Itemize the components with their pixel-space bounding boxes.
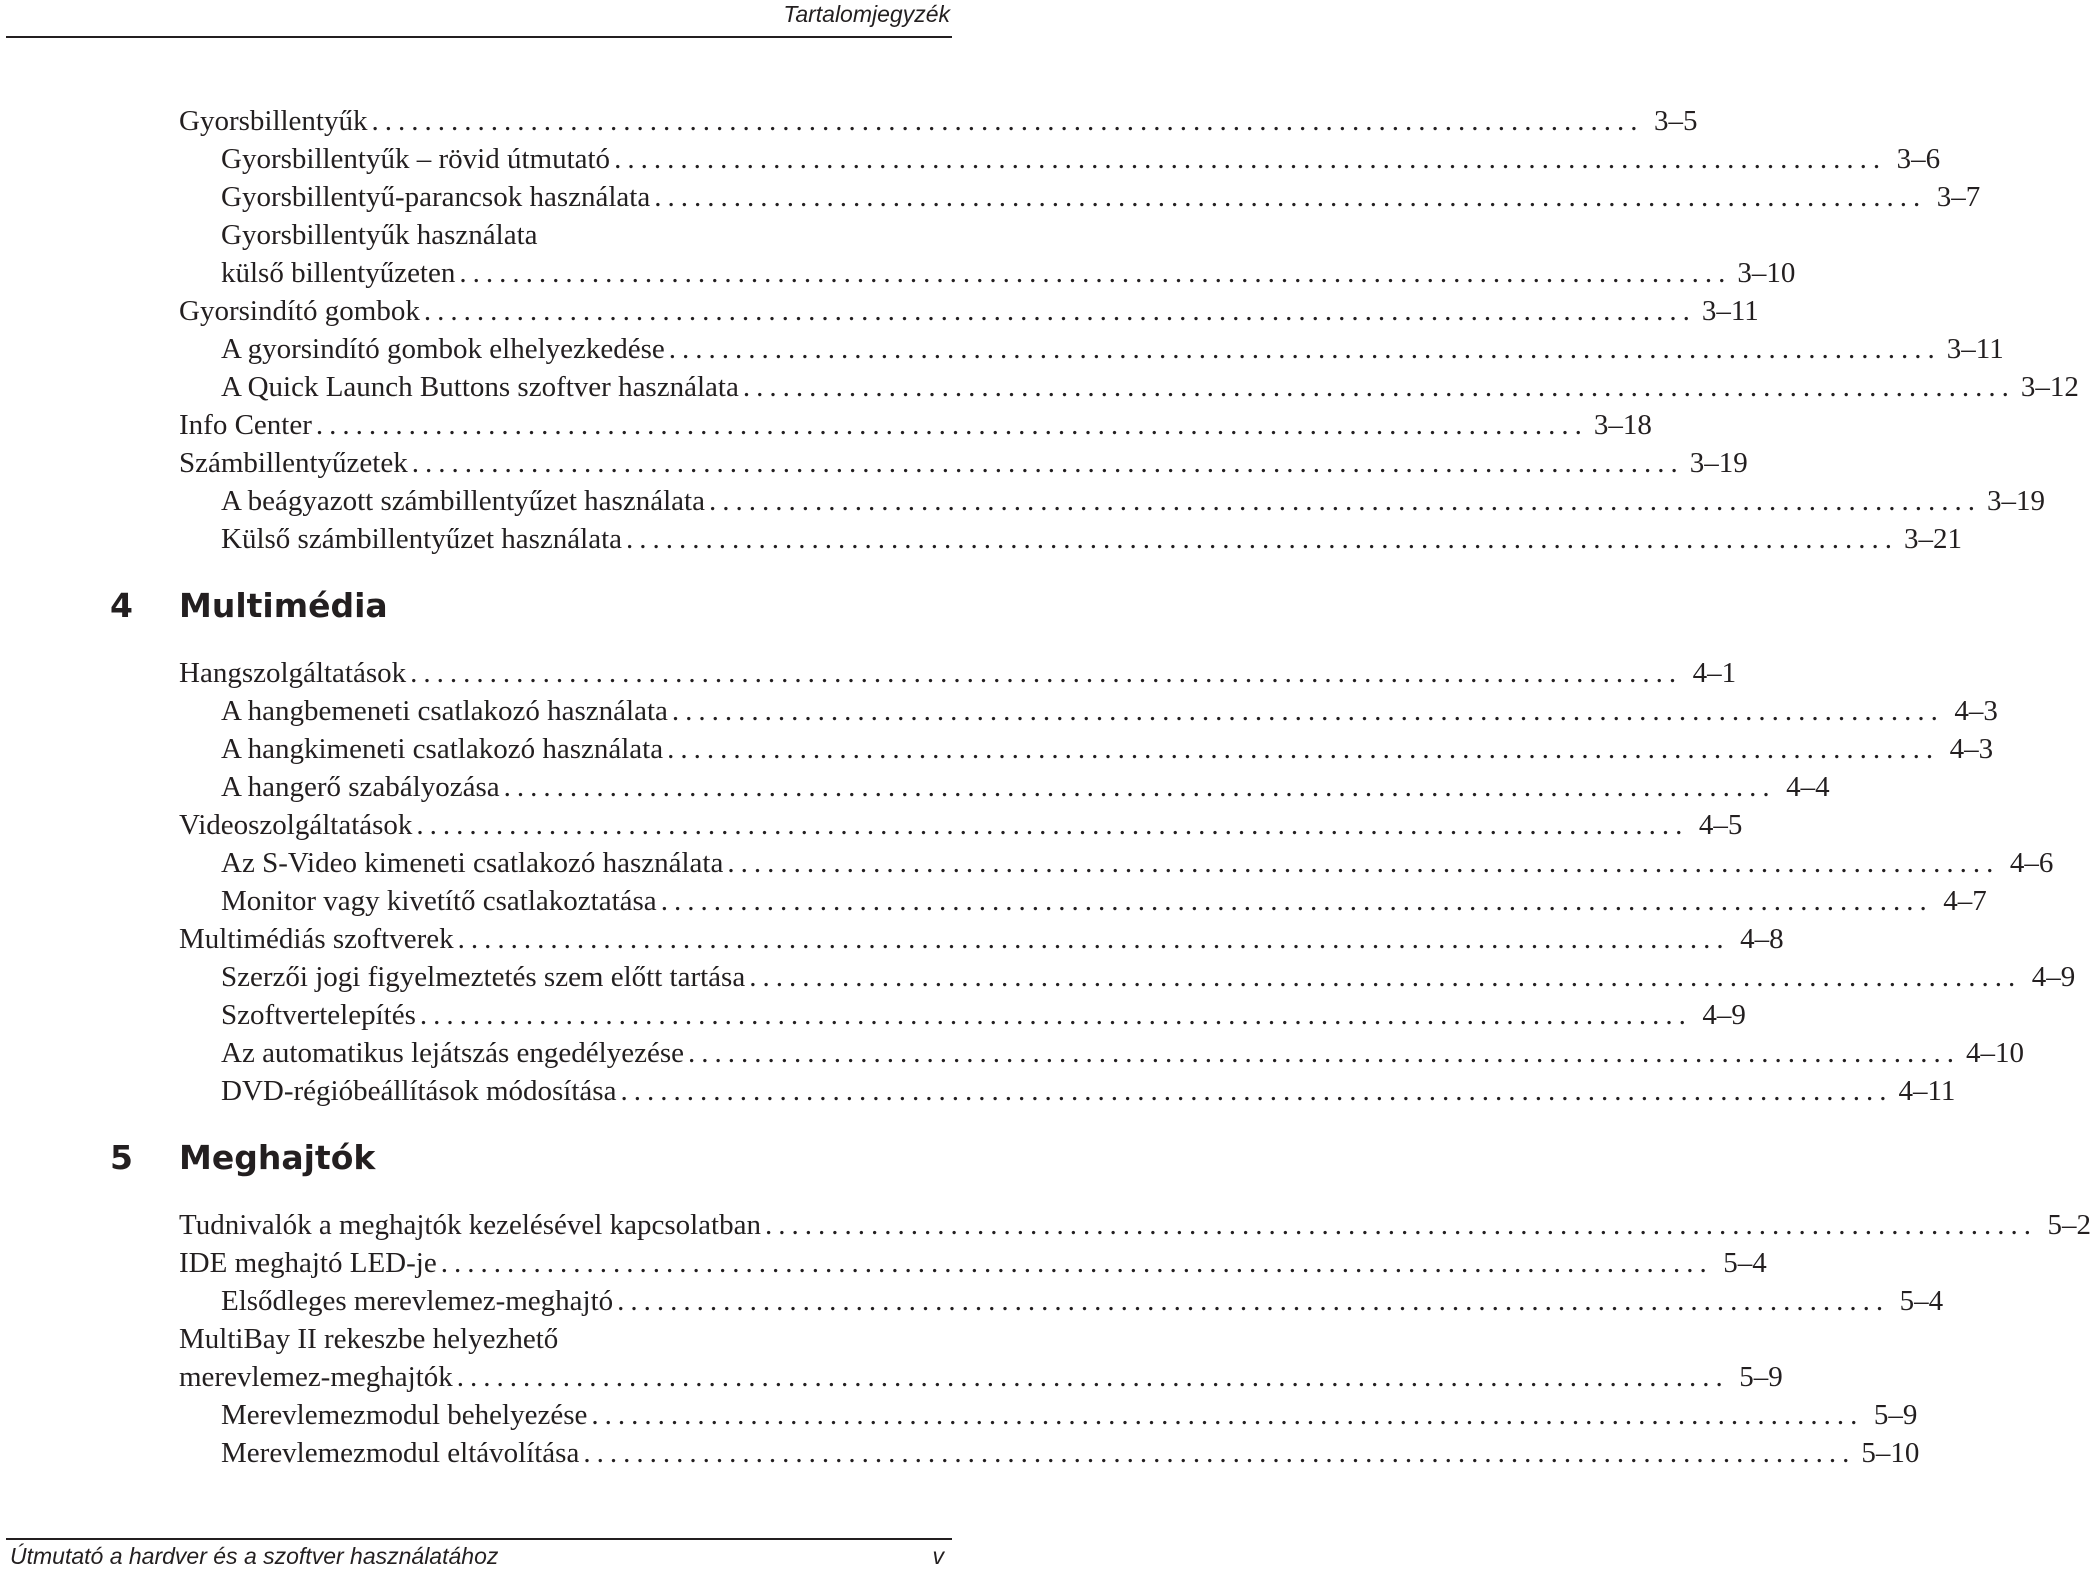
toc-entry[interactable]: MultiBay II rekeszbe helyezhető [179,1323,559,1355]
leader-dots: ................................................................................................ [423,295,1696,327]
page-number: 4–11 [1898,1075,1956,1107]
leader-dots: ................................................................................................ [411,447,1684,479]
toc-section-3 [0,102,2079,558]
page-number: 4–9 [1702,999,1746,1031]
page-number: 3–19 [1986,485,2045,517]
page-number: 3–11 [1701,295,1759,327]
leader-dots: ................................................................................................ [614,143,1887,175]
page-number: 3–19 [1689,447,1748,479]
toc-entry[interactable]: Az automatikus lejátszás engedélyezése ................................................................................................ 4–10 [0,1034,960,1072]
leader-dots: ................................................................................................ [617,1285,1890,1317]
leader-dots: ................................................................................................ [727,847,2000,879]
chapter-heading[interactable] [0,1118,960,1198]
leader-dots: ................................................................................................ [410,657,1683,689]
toc-entry[interactable]: Gyorsbillentyűk – rövid útmutató ................................................................................................ 3–6 [0,140,960,178]
toc-entry[interactable]: Az S-Video kimeneti csatlakozó használata ................................................................................................ 4–6 [0,844,960,882]
toc-entry[interactable]: Merevlemezmodul behelyezése ................................................................................................ 5–9 [0,1396,960,1434]
page-number: 5–9 [1739,1361,1783,1393]
toc-entry[interactable]: IDE meghajtó LED-je ................................................................................................ 5–4 [0,1244,960,1282]
toc-entry[interactable]: Szoftvertelepítés ................................................................................................ 4–9 [0,996,960,1034]
toc-entry[interactable]: A hangerő szabályozása ................................................................................................ 4–4 [0,768,960,806]
page-number: 3–21 [1904,523,1963,555]
page-number: 4–7 [1943,885,1987,917]
chapter-title: Meghajtók [179,1138,376,1177]
footer-page-number: v [932,1543,944,1569]
page-number: 3–18 [1593,409,1652,441]
page-number: 3–12 [2020,371,2079,403]
leader-dots: ................................................................................................ [315,409,1588,441]
leader-dots: ................................................................................................ [503,771,1776,803]
toc-entry[interactable]: Elsődleges merevlemez-meghajtó ................................................................................................ 5–4 [0,1282,960,1320]
page-number: 4–9 [2031,961,2076,993]
chapter-heading[interactable] [0,566,960,646]
page-number: 5–2 [2047,1209,2091,1241]
leader-dots: ................................................................................................ [742,371,2015,403]
leader-dots: ................................................................................................ [688,1037,1960,1069]
leader-dots: ................................................................................................ [591,1399,1864,1431]
leader-dots: ................................................................................................ [419,999,1692,1031]
toc-entry[interactable]: Tudnivalók a meghajtók kezelésével kapcsolatban ................................................................................................ 5–2 [0,1206,960,1244]
leader-dots: ................................................................................................ [440,1247,1713,1279]
chapter-title: Multimédia [179,586,388,625]
page-number: 3–7 [1936,181,1981,213]
toc-entry[interactable]: Hangszolgáltatások ................................................................................................ 4–1 [0,654,960,692]
leader-dots: ................................................................................................ [620,1075,1893,1107]
toc-entry[interactable]: Merevlemezmodul eltávolítása ................................................................................................ 5–10 [0,1434,960,1472]
page-number: 3–5 [1654,105,1698,137]
toc-entry[interactable]: DVD-régióbeállítások módosítása ................................................................................................ 4–11 [0,1072,960,1110]
toc-entry[interactable]: Info Center ................................................................................................ 3–18 [0,406,960,444]
toc-entry[interactable]: A hangbemeneti csatlakozó használata ................................................................................................ 4–3 [0,692,960,730]
running-header: Tartalomjegyzék [783,1,950,27]
leader-dots: ................................................................................................ [626,523,1899,555]
toc-entry[interactable]: Külső számbillentyűzet használata ................................................................................................ 3–21 [0,520,960,558]
toc-entry[interactable]: Gyorsindító gombok ................................................................................................ 3–11 [0,292,960,330]
leader-dots: ................................................................................................ [667,733,1940,765]
leader-dots: ................................................................................................ [764,1209,2037,1241]
page-number: 3–11 [1946,333,2004,365]
toc-entry[interactable]: Monitor vagy kivetítő csatlakoztatása ................................................................................................ 4–7 [0,882,960,920]
page-number: 5–4 [1723,1247,1767,1279]
page-number: 4–3 [1954,695,1998,727]
page-number: 3–10 [1737,257,1796,289]
page-number: 4–6 [2009,847,2054,879]
page-number: 3–6 [1896,143,1941,175]
toc-entry[interactable]: A Quick Launch Buttons szoftver használata ................................................................................................ 3–12 [0,368,960,406]
page-number: 5–9 [1873,1399,1918,1431]
toc-entry[interactable]: Gyorsbillentyűk használata [221,219,538,251]
header-rule [6,36,952,38]
page-number: 5–10 [1861,1437,1920,1469]
leader-dots: ................................................................................................ [456,1361,1729,1393]
toc-entry[interactable]: Szerzői jogi figyelmeztetés szem előtt tartása ................................................................................................ 4–9 [0,958,960,996]
toc-entry[interactable]: Gyorsbillentyűk ................................................................................................ 3–5 [0,102,960,140]
page-number: 4–3 [1949,733,1994,765]
leader-dots: ................................................................................................ [654,181,1927,213]
chapter-number: 4 [110,586,133,625]
chapter-number: 5 [110,1138,133,1177]
toc-entry[interactable]: A gyorsindító gombok elhelyezkedése ................................................................................................ 3–11 [0,330,960,368]
toc-entry[interactable]: Számbillentyűzetek ................................................................................................ 3–19 [0,444,960,482]
page-number: 4–1 [1692,657,1737,689]
toc-section-4 [0,654,2076,1110]
toc-entry[interactable]: merevlemez-meghajtók ................................................................................................ 5–9 [0,1358,960,1396]
leader-dots: ................................................................................................ [671,695,1944,727]
page-number: 4–10 [1966,1037,2024,1069]
leader-dots: ................................................................................................ [459,257,1732,289]
leader-dots: ................................................................................................ [660,885,1933,917]
leader-dots: ................................................................................................ [371,105,1644,137]
leader-dots: ................................................................................................ [457,923,1730,955]
toc-entry[interactable]: Multimédiás szoftverek ................................................................................................ 4–8 [0,920,960,958]
toc-entry[interactable]: Videoszolgáltatások ................................................................................................ 4–5 [0,806,960,844]
page-number: 4–8 [1740,923,1784,955]
leader-dots: ................................................................................................ [583,1437,1856,1469]
toc-entry[interactable]: A beágyazott számbillentyűzet használata ................................................................................................ 3–19 [0,482,960,520]
toc-entry[interactable]: Gyorsbillentyű-parancsok használata ................................................................................................ 3–7 [0,178,960,216]
toc-entry[interactable]: külső billentyűzeten ................................................................................................ 3–10 [0,254,960,292]
page-number: 5–4 [1899,1285,1944,1317]
leader-dots: ................................................................................................ [668,333,1941,365]
leader-dots: ................................................................................................ [749,961,2022,993]
toc-section-5 [0,1206,2091,1472]
table-of-contents [0,102,2091,1472]
toc-entry[interactable]: A hangkimeneti csatlakozó használata ................................................................................................ 4–3 [0,730,960,768]
page-number: 4–5 [1698,809,1743,841]
running-footer-title: Útmutató a hardver és a szoftver használatához [10,1543,499,1569]
leader-dots: ................................................................................................ [416,809,1689,841]
leader-dots: ................................................................................................ [708,485,1981,517]
page-number: 4–4 [1786,771,1830,803]
